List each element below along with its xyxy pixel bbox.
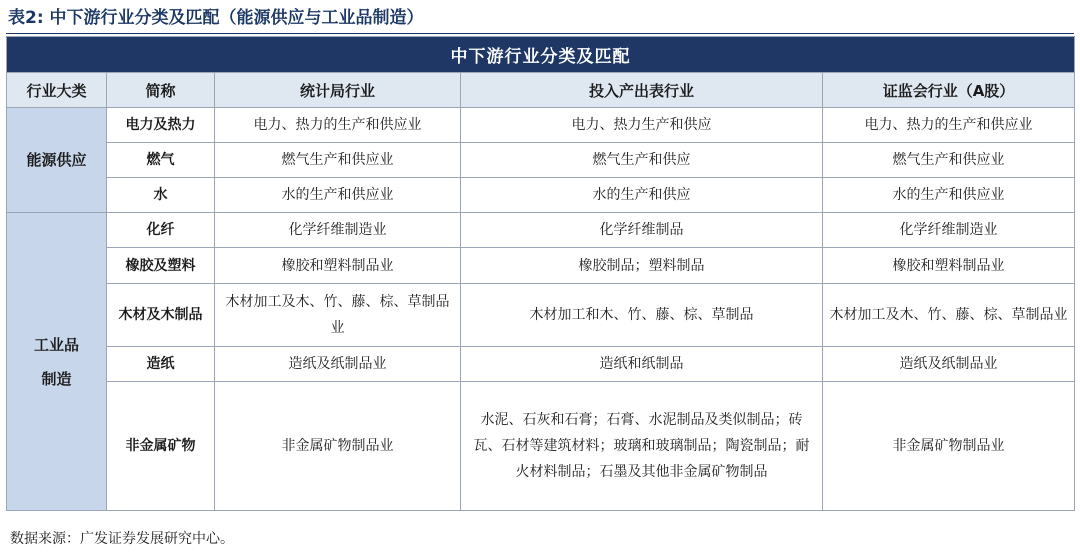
csrc-cell: 燃气生产和供应业 — [823, 143, 1075, 178]
industry-matching-table — [6, 36, 1075, 511]
nbs-cell: 造纸及纸制品业 — [215, 347, 461, 382]
table-row — [7, 178, 1075, 213]
short-name-cell: 化纤 — [107, 213, 215, 248]
io-cell: 化学纤维制品 — [461, 213, 823, 248]
data-source-note: 数据来源：广发证券发展研究中心。 — [10, 531, 234, 547]
csrc-cell: 木材加工及木、竹、藤、棕、草制品业 — [823, 284, 1075, 347]
io-cell: 木材加工和木、竹、藤、棕、草制品 — [461, 284, 823, 347]
nbs-cell: 燃气生产和供应业 — [215, 143, 461, 178]
table-row — [7, 248, 1075, 284]
header-csrc-industry: 证监会行业（A股） — [823, 73, 1075, 108]
csrc-cell: 电力、热力的生产和供应业 — [823, 108, 1075, 143]
io-cell: 橡胶制品；塑料制品 — [461, 248, 823, 284]
io-cell: 水泥、石灰和石膏；石膏、水泥制品及类似制品；砖瓦、石材等建筑材料；玻璃和玻璃制品；陶瓷制品；耐火材料制品；石墨及其他非金属矿物制品 — [461, 382, 823, 511]
io-cell: 电力、热力生产和供应 — [461, 108, 823, 143]
table-row — [7, 284, 1075, 347]
short-name-cell: 木材及木制品 — [107, 284, 215, 347]
table-row — [7, 347, 1075, 382]
table-row — [7, 108, 1075, 143]
short-name-cell: 电力及热力 — [107, 108, 215, 143]
table-caption: 表2: 中下游行业分类及匹配（能源供应与工业品制造） — [8, 8, 424, 28]
header-category: 行业大类 — [7, 73, 107, 108]
io-cell: 水的生产和供应 — [461, 178, 823, 213]
short-name-cell: 燃气 — [107, 143, 215, 178]
header-nbs-industry: 统计局行业 — [215, 73, 461, 108]
csrc-cell: 造纸及纸制品业 — [823, 347, 1075, 382]
caption-divider — [6, 33, 1074, 34]
category-cell: 能源供应 — [7, 108, 107, 213]
nbs-cell: 水的生产和供应业 — [215, 178, 461, 213]
table-header-row — [7, 73, 1075, 108]
short-name-cell: 橡胶及塑料 — [107, 248, 215, 284]
table-row — [7, 143, 1075, 178]
csrc-cell: 化学纤维制造业 — [823, 213, 1075, 248]
io-cell: 造纸和纸制品 — [461, 347, 823, 382]
csrc-cell: 非金属矿物制品业 — [823, 382, 1075, 511]
short-name-cell: 水 — [107, 178, 215, 213]
table-row — [7, 213, 1075, 248]
io-cell: 燃气生产和供应 — [461, 143, 823, 178]
short-name-cell: 造纸 — [107, 347, 215, 382]
category-cell: 工业品制造 — [7, 213, 107, 511]
nbs-cell: 非金属矿物制品业 — [215, 382, 461, 511]
header-short-name: 简称 — [107, 73, 215, 108]
csrc-cell: 水的生产和供应业 — [823, 178, 1075, 213]
nbs-cell: 电力、热力的生产和供应业 — [215, 108, 461, 143]
short-name-cell: 非金属矿物 — [107, 382, 215, 511]
table-title-row — [7, 37, 1075, 73]
nbs-cell: 化学纤维制造业 — [215, 213, 461, 248]
header-io-industry: 投入产出表行业 — [461, 73, 823, 108]
nbs-cell: 橡胶和塑料制品业 — [215, 248, 461, 284]
nbs-cell: 木材加工及木、竹、藤、棕、草制品业 — [215, 284, 461, 347]
table-title: 中下游行业分类及匹配 — [7, 37, 1075, 73]
table-row — [7, 382, 1075, 511]
csrc-cell: 橡胶和塑料制品业 — [823, 248, 1075, 284]
